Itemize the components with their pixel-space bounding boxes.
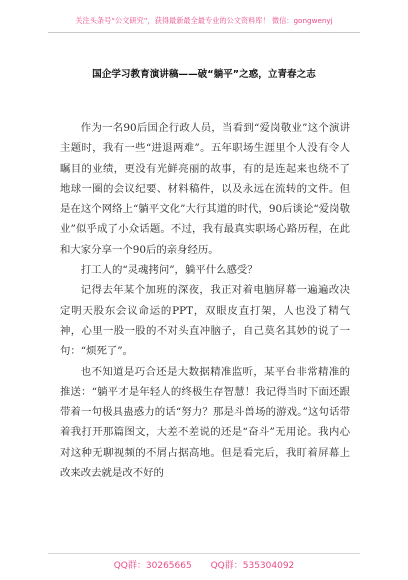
body-paragraph: 记得去年某个加班的深夜，我正对着电脑屏幕一遍遍改决定明天股东会议命运的PPT，双眼皮直打架，人也没了精气神，心里一股一股的不对头直冲脑子，自己莫名其妙的说了一句：“烦死了”。 — [60, 284, 350, 358]
document-title: 国企学习教育演讲稿——破“躺平”之惑，立青春之志 — [92, 69, 316, 80]
body-paragraph: 作为一名90后国企行政人员，当看到“爱岗敬业”这个演讲主题时，我有一些“进退两难”。五年职场生涯里个人没有令人瞩目的业绩，更没有光鲜亮丽的故事，有的是连起来也绕不了地球一圈的会议纪要、材料稿件，以及永远在流转的文件。但是在这个网络上“躺平文化”大行其道的时代，90后谈论“爱岗敬业”似乎成了小众话题。不过，我有最真实职场心路历程，在此和大家分享一个90后的亲身经历。 — [60, 122, 350, 256]
body-paragraph: 打工人的“灵魂拷问”，躺平什么感受？ — [80, 264, 258, 277]
footer-qq-left: QQ群：30265665 — [113, 561, 192, 571]
header-divider — [48, 32, 360, 33]
footer-qq-right: QQ群：535304092 — [210, 561, 295, 571]
footer — [0, 558, 408, 571]
document-body — [60, 118, 350, 483]
header-note: 关注头条号“公文研究”，获得最新最全最专业的公文资料库！ 微信：gongwenyj — [75, 16, 333, 25]
footer-divider — [48, 553, 360, 554]
body-paragraph: 也不知道是巧合还是大数据精准监听，某平台非常精准的推送：“躺平才是年轻人的终极生存智慧！我记得当时下面还跟带着一句极具蛊惑力的话“努力？那是斗兽场的游戏。”这句话带着我打开那篇图文，大差不差说的还是“奋斗”无用论。我内心对这种无聊视频的不屑占据高地。但是看完后，我盯着屏幕上改来改去就是改不好的 — [60, 365, 350, 480]
